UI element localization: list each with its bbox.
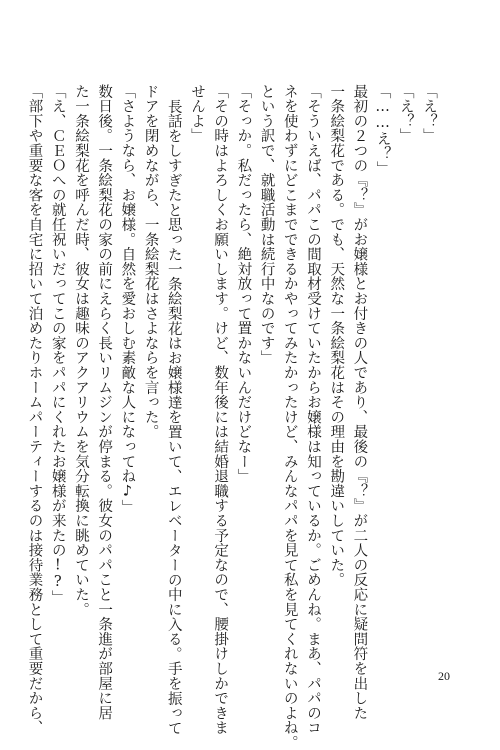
text-line: 数日後。一条絵梨花の家の前にえらく長いリムジンが停まる。彼女のパパこと一条進が部屋に居: [96, 84, 113, 721]
text-line: せんよ」: [188, 84, 205, 144]
vertical-text-body: [22, 84, 440, 750]
text-line: 「そういえば、パパこの間取材受けていたからお嬢様は知っているか。ごめんね。まあ、パパのコ: [304, 84, 321, 736]
text-line: ネを使わずにどこまでできるかやってみたかったけど、みんなパパを見て私を見てくれないのよね。: [281, 84, 298, 750]
text-line: 「……え？」: [374, 84, 391, 176]
text-line: 「さようなら、お嬢様。自然を愛おしむ素敵な人になってね♪」: [119, 84, 136, 515]
text-line: 長話をしすぎたと思った一条絵梨花はお嬢様達を置いて、エレベーターの中に入る。手を振って: [165, 98, 182, 735]
text-line: という訳で、就職活動は続行中なのです」: [258, 84, 275, 366]
text-line: 「そっか。私だったら、絶対放って置かないんだけどなー」: [235, 84, 252, 484]
text-line: 「その時はよろしくお願いします。けど、数年後には結婚退職する予定なので、腰掛けしかできま: [212, 84, 229, 736]
text-line: 一条絵梨花である。でも、天然な一条絵梨花はその理由を勘違いしていた。: [328, 84, 345, 588]
text-line: た一条絵梨花を呼んだ時、彼女は趣味のアクアリウムを気分転換に眺めていた。: [72, 84, 89, 617]
text-line: 「部下や重要な客を自宅に招いて泊めたりホームパーティーするのは接待業務として重要だから、: [26, 84, 43, 736]
text-line: 「え、ＣＥＯへの就任祝いだってこの家をパパにくれたお嬢様が来たの!?」: [49, 84, 66, 605]
page-number: 20: [438, 669, 450, 683]
text-line: 「え？」: [397, 84, 414, 144]
text-line: 最初の２つの『？』がお嬢様とお付きの人であり、最後の『？』が二人の反応に疑問符を出した: [351, 84, 368, 721]
text-line: ドアを閉めながら、一条絵梨花はさよならを言った。: [142, 84, 159, 440]
text-line: 「え？」: [421, 84, 437, 144]
